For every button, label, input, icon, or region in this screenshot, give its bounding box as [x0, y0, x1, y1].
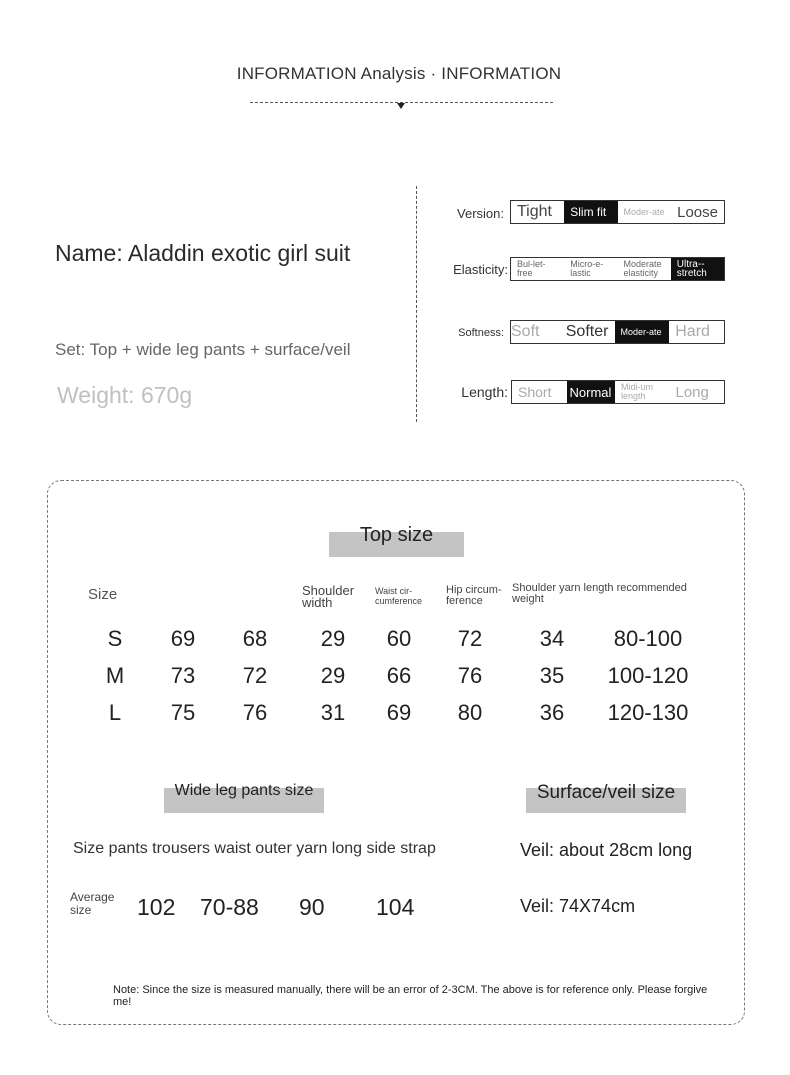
table-cell: 76: [242, 700, 268, 725]
length-option: Long: [675, 383, 709, 401]
elasticity-option-selected: Ultra--stretch: [671, 258, 724, 280]
col-header-shoulder: Shoulder width: [302, 583, 355, 610]
length-option: Short: [518, 384, 552, 400]
table-cell: 66: [386, 663, 412, 688]
table-cell: 80: [457, 700, 483, 725]
length-option-selected: Normal: [567, 381, 616, 403]
table-cell: 72: [242, 663, 268, 688]
softness-option-selected: Moder-ate: [615, 321, 670, 343]
softness-option: Soft: [511, 323, 540, 340]
table-cell: 68: [242, 626, 268, 651]
down-arrow-icon: [397, 103, 405, 109]
veil-length: Veil: about 28cm long: [520, 840, 693, 860]
table-cell: L: [108, 700, 122, 725]
table-cell: S: [107, 626, 123, 651]
table-cell: 29: [320, 626, 346, 651]
table-cell: 34: [539, 626, 565, 651]
table-cell: 72: [457, 626, 483, 651]
elasticity-option: Bul-let-free: [517, 259, 546, 278]
veil-dimensions: Veil: 74X74cm: [520, 896, 636, 916]
col-header-waist: Waist cir-cumference: [375, 586, 423, 606]
table-cell: M: [105, 663, 125, 688]
elasticity-option: Moderate elasticity: [623, 259, 662, 278]
table-cell: 60: [386, 626, 412, 651]
pants-row-label: Average size: [70, 890, 115, 917]
length-label: Length:: [461, 384, 508, 400]
table-cell: 100-120: [607, 663, 689, 688]
veil-size-title: Surface/veil size: [526, 788, 686, 813]
table-cell: 36: [539, 700, 565, 725]
table-cell: 120-130: [607, 700, 689, 725]
elasticity-scale: [510, 257, 725, 281]
table-cell: 75: [170, 700, 196, 725]
softness-option: Hard: [675, 323, 710, 340]
softness-option: Softer: [565, 323, 609, 340]
version-scale: [510, 200, 725, 224]
table-cell: 35: [539, 663, 565, 688]
softness-label: Softness:: [458, 327, 504, 339]
pants-value: 90: [299, 894, 325, 920]
pants-value: 70-88: [200, 894, 259, 920]
top-size-title: Top size: [329, 532, 464, 557]
pants-value: 102: [137, 894, 176, 920]
table-cell: 69: [386, 700, 412, 725]
product-weight: Weight: 670g: [57, 382, 193, 408]
pants-header: Size pants trousers waist outer yarn long side strap: [73, 840, 436, 857]
pants-value: 104: [376, 894, 415, 920]
version-option: Loose: [677, 203, 718, 221]
size-panel: [47, 480, 745, 1025]
table-cell: 80-100: [613, 626, 683, 651]
product-set: Set: Top + wide leg pants + surface/veil: [55, 340, 351, 359]
table-cell: 73: [170, 663, 196, 688]
version-label: Version:: [457, 206, 504, 221]
softness-scale: [510, 320, 725, 344]
page-title: INFORMATION Analysis · INFORMATION: [236, 64, 562, 83]
pants-size-title: Wide leg pants size: [164, 788, 324, 813]
length-option: Midi-um length: [621, 382, 654, 401]
table-cell: 76: [457, 663, 483, 688]
col-header-size: Size: [88, 586, 118, 603]
version-option: Tight: [517, 203, 552, 220]
table-cell: 29: [320, 663, 346, 688]
elasticity-option: Micro-e-lastic: [570, 259, 604, 278]
table-cell: 69: [170, 626, 196, 651]
elasticity-label: Elasticity:: [453, 262, 508, 277]
version-option-selected: Slim fit: [564, 201, 617, 223]
vertical-divider: [416, 186, 417, 422]
product-name: Name: Aladdin exotic girl suit: [55, 240, 351, 266]
length-scale: [511, 380, 725, 404]
col-header-length-weight: Shoulder yarn length recommended weight: [512, 582, 687, 605]
measurement-note: Note: Since the size is measured manually, there will be an error of 2-3CM. The above is for reference only. Please forgive me!: [113, 984, 708, 1008]
top-size-table: [0, 626, 790, 736]
col-header-hip: Hip circum-ference: [446, 584, 502, 607]
version-option: Moder-ate: [623, 206, 665, 217]
table-cell: 31: [320, 700, 346, 725]
